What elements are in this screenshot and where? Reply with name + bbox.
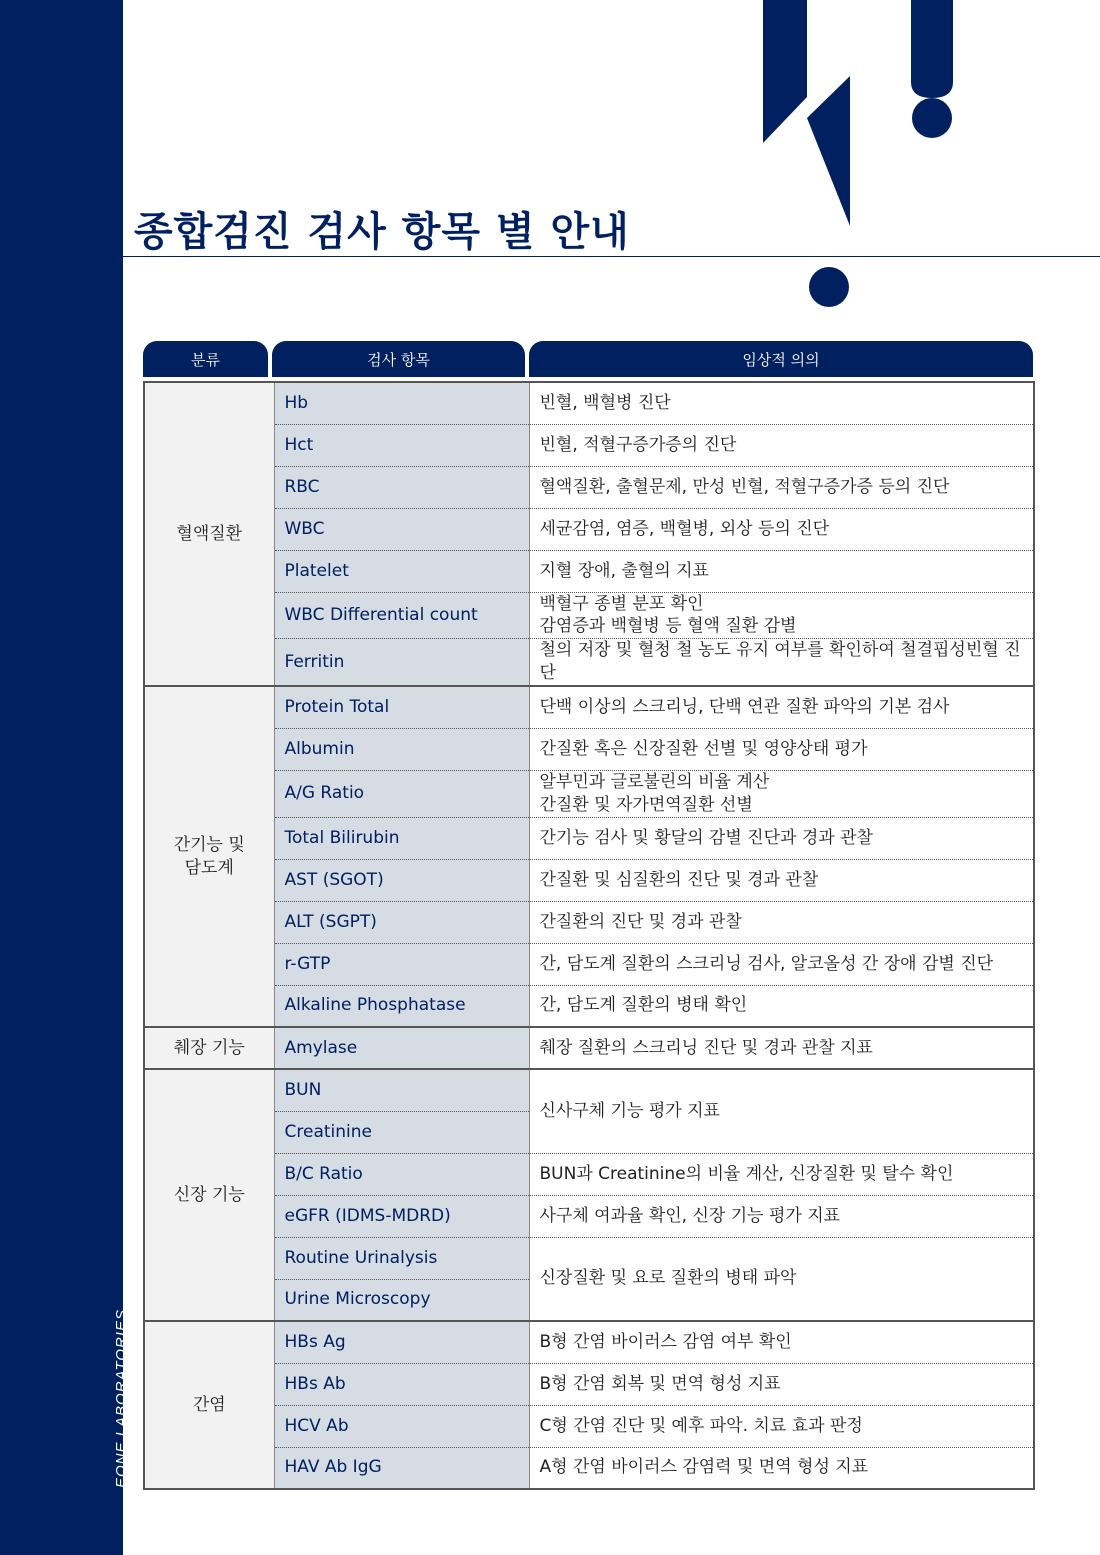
exclamation-decoration: [0, 0, 1100, 320]
table-row: [144, 1321, 1034, 1363]
exam-item-cell: WBC: [274, 508, 529, 550]
exam-item-cell: Amylase: [274, 1027, 529, 1069]
exam-item-cell: HCV Ab: [274, 1405, 529, 1447]
header-item: 검사 항목: [272, 341, 525, 377]
exam-item-cell: Creatinine: [274, 1111, 529, 1153]
table-row: [144, 466, 1034, 508]
clinical-meaning-cell: [529, 592, 1034, 639]
clinical-meaning-line: 세균감염, 염증, 백혈병, 외상 등의 진단: [539, 518, 830, 539]
exam-item-cell: BUN: [274, 1069, 529, 1111]
exam-item-cell: eGFR (IDMS-MDRD): [274, 1195, 529, 1237]
table-row: [144, 901, 1034, 943]
category-cell: [144, 1069, 274, 1321]
exam-item-cell: r-GTP: [274, 943, 529, 985]
table-row: [144, 550, 1034, 592]
clinical-meaning-line: 빈혈, 적혈구증가증의 진단: [539, 434, 737, 455]
clinical-meaning-cell: [529, 1195, 1034, 1237]
category-label: 간염: [192, 1394, 226, 1415]
header-category: 분류: [143, 341, 268, 377]
clinical-meaning-cell: [529, 1153, 1034, 1195]
clinical-meaning-cell: [529, 466, 1034, 508]
exam-item-cell: AST (SGOT): [274, 859, 529, 901]
table-row: [144, 770, 1034, 817]
clinical-meaning-line: B형 간염 바이러스 감염 여부 확인: [539, 1331, 792, 1352]
clinical-meaning-cell: [529, 424, 1034, 466]
clinical-meaning-cell: [529, 985, 1034, 1027]
clinical-meaning-cell: [529, 639, 1034, 686]
table-row: [144, 424, 1034, 466]
exam-item-cell: RBC: [274, 466, 529, 508]
clinical-meaning-cell: [529, 382, 1034, 424]
exam-item-cell: B/C Ratio: [274, 1153, 529, 1195]
table-row: [144, 1027, 1034, 1069]
clinical-meaning-line: 췌장 질환의 스크리닝 진단 및 경과 관찰 지표: [539, 1037, 873, 1058]
exam-item-cell: HBs Ag: [274, 1321, 529, 1363]
exam-item-cell: Hb: [274, 382, 529, 424]
category-label: 췌장 기능: [173, 1037, 245, 1058]
table-row: [144, 1153, 1034, 1195]
category-label: 신장 기능: [173, 1184, 245, 1205]
clinical-meaning-line: 알부민과 글로불린의 비율 계산: [539, 771, 770, 792]
title-underline: [123, 256, 1100, 257]
table-row: [144, 1237, 1034, 1279]
clinical-meaning-line: 간질환 및 자가면역질환 선별: [539, 794, 753, 815]
clinical-meaning-line: 혈액질환, 출혈문제, 만성 빈혈, 적혈구증가증 등의 진단: [539, 476, 950, 497]
exam-item-cell: Platelet: [274, 550, 529, 592]
exam-item-cell: HBs Ab: [274, 1363, 529, 1405]
category-label: 간기능 및: [173, 834, 245, 855]
clinical-meaning-cell: [529, 1363, 1034, 1405]
clinical-meaning-line: 간질환 혹은 신장질환 선별 및 영양상태 평가: [539, 738, 868, 759]
clinical-meaning-line: C형 간염 진단 및 예후 파악. 치료 효과 판정: [539, 1415, 863, 1436]
clinical-meaning-cell: [529, 943, 1034, 985]
clinical-meaning-line: 간, 담도계 질환의 병태 확인: [539, 995, 748, 1016]
exam-item-cell: Total Bilirubin: [274, 817, 529, 859]
deco-lower-dot: [809, 267, 849, 307]
table-row: [144, 382, 1034, 424]
category-label: 담도계: [184, 857, 234, 878]
table-row: [144, 859, 1034, 901]
table-row: [144, 817, 1034, 859]
header-meaning: 임상적 의의: [529, 341, 1033, 377]
exam-item-cell: Hct: [274, 424, 529, 466]
table-row: [144, 1405, 1034, 1447]
clinical-meaning-line: 신사구체 기능 평가 지표: [539, 1100, 720, 1121]
clinical-meaning-cell: [529, 550, 1034, 592]
category-label: 혈액질환: [176, 523, 243, 544]
clinical-meaning-line: A형 간염 바이러스 감염력 및 면역 형성 지표: [539, 1457, 869, 1478]
clinical-meaning-cell: [529, 901, 1034, 943]
table-row: [144, 686, 1034, 728]
clinical-meaning-cell: [529, 1405, 1034, 1447]
table-row: [144, 1447, 1034, 1489]
company-vertical-text: EONE LABORATORIES: [113, 1309, 130, 1488]
clinical-meaning-cell: [529, 728, 1034, 770]
clinical-meaning-line: 감염증과 백혈병 등 혈액 질환 감별: [539, 616, 797, 637]
clinical-meaning-cell: [529, 1027, 1034, 1069]
clinical-meaning-cell: [529, 859, 1034, 901]
category-cell: [144, 1321, 274, 1489]
clinical-meaning-line: 지혈 장애, 출혈의 지표: [539, 560, 709, 581]
category-cell: [144, 1027, 274, 1069]
clinical-meaning-cell: [529, 1447, 1034, 1489]
category-cell: [144, 382, 274, 686]
table-body: [144, 382, 1034, 1489]
exam-item-cell: Alkaline Phosphatase: [274, 985, 529, 1027]
table-row: [144, 1069, 1034, 1111]
exam-item-cell: Protein Total: [274, 686, 529, 728]
table-row: [144, 1363, 1034, 1405]
deco-right-dot: [912, 98, 952, 138]
exam-item-cell: Albumin: [274, 728, 529, 770]
clinical-meaning-line: 단백 이상의 스크리닝, 단백 연관 질환 파악의 기본 검사: [539, 697, 950, 718]
deco-parallelogram: [763, 0, 807, 143]
exam-item-cell: WBC Differential count: [274, 592, 529, 639]
clinical-meaning-line: 간, 담도계 질환의 스크리닝 검사, 알코올성 간 장애 감별 진단: [539, 953, 994, 974]
clinical-meaning-line: 철의 저장 및 혈청 철 농도 유지 여부를 확인하여 철결핍성빈혈 진단: [539, 640, 1021, 684]
clinical-meaning-line: B형 간염 회복 및 면역 형성 지표: [539, 1373, 781, 1394]
clinical-meaning-cell: [529, 686, 1034, 728]
exam-item-cell: ALT (SGPT): [274, 901, 529, 943]
exam-items-table: [143, 381, 1035, 1490]
table-row: [144, 508, 1034, 550]
table-row: [144, 1195, 1034, 1237]
clinical-meaning-cell: [529, 508, 1034, 550]
clinical-meaning-cell: [529, 1237, 1034, 1321]
exam-item-cell: A/G Ratio: [274, 770, 529, 817]
clinical-meaning-line: 백혈구 종별 분포 확인: [539, 593, 704, 614]
category-cell: [144, 686, 274, 1027]
deco-right-bar: [911, 0, 953, 98]
clinical-meaning-line: BUN과 Creatinine의 비율 계산, 신장질환 및 탈수 확인: [539, 1163, 954, 1184]
exam-item-cell: Urine Microscopy: [274, 1279, 529, 1321]
deco-upper-drop: [807, 76, 850, 226]
exam-item-cell: HAV Ab IgG: [274, 1447, 529, 1489]
page-title: 종합검진 검사 항목 별 안내: [134, 209, 630, 255]
table-row: [144, 943, 1034, 985]
clinical-meaning-line: 간기능 검사 및 황달의 감별 진단과 경과 관찰: [539, 827, 873, 848]
clinical-meaning-cell: [529, 770, 1034, 817]
table-row: [144, 592, 1034, 639]
exam-item-cell: Routine Urinalysis: [274, 1237, 529, 1279]
clinical-meaning-line: 사구체 여과율 확인, 신장 기능 평가 지표: [539, 1205, 841, 1226]
clinical-meaning-line: 신장질환 및 요로 질환의 병태 파악: [539, 1268, 797, 1289]
table-row: [144, 728, 1034, 770]
table-row: [144, 985, 1034, 1027]
clinical-meaning-line: 간질환의 진단 및 경과 관찰: [539, 911, 742, 932]
clinical-meaning-line: 간질환 및 심질환의 진단 및 경과 관찰: [539, 869, 819, 890]
clinical-meaning-line: 빈혈, 백혈병 진단: [539, 392, 671, 413]
exam-item-cell: Ferritin: [274, 639, 529, 686]
clinical-meaning-cell: [529, 817, 1034, 859]
clinical-meaning-cell: [529, 1321, 1034, 1363]
clinical-meaning-cell: [529, 1069, 1034, 1153]
table-row: [144, 639, 1034, 686]
